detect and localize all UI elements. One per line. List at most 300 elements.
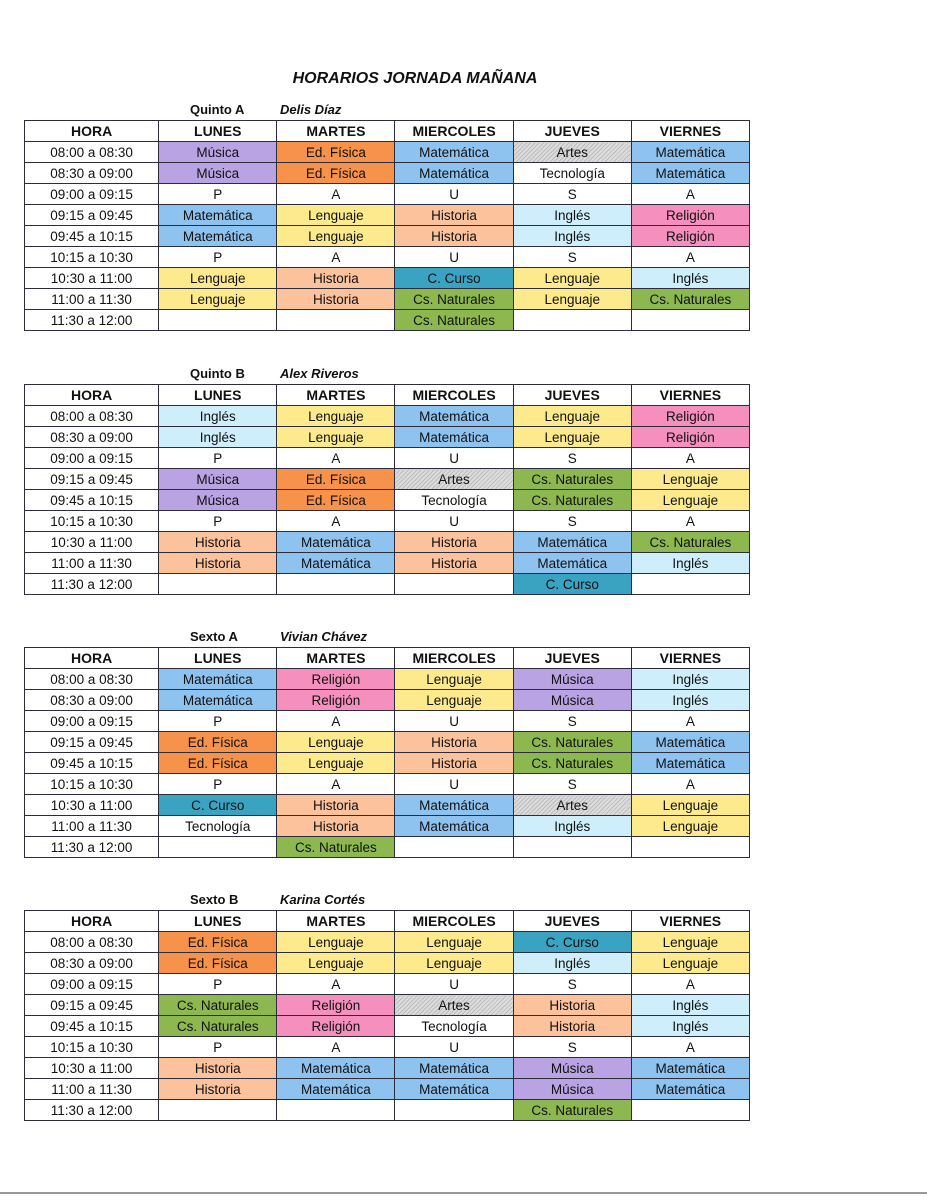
header-row (25, 911, 750, 932)
subject-cell (513, 837, 631, 858)
subject-cell: Lenguaje (631, 795, 749, 816)
table-row (25, 974, 750, 995)
time-cell: 08:00 a 08:30 (25, 142, 159, 163)
subject-cell (277, 574, 395, 595)
column-header: JUEVES (513, 911, 631, 932)
column-header: MARTES (277, 911, 395, 932)
subject-cell: Artes (513, 795, 631, 816)
table-row (25, 310, 750, 331)
subject-cell: Música (513, 1079, 631, 1100)
grade-label: Sexto A (190, 629, 238, 644)
time-cell: 11:00 a 11:30 (25, 816, 159, 837)
subject-cell: Historia (513, 995, 631, 1016)
table-row (25, 1100, 750, 1121)
subject-cell: A (631, 184, 749, 205)
column-header: HORA (25, 385, 159, 406)
subject-cell: Matemática (277, 1058, 395, 1079)
subject-cell: Cs. Naturales (513, 1100, 631, 1121)
subject-cell: Lenguaje (631, 816, 749, 837)
subject-cell: Historia (159, 532, 277, 553)
subject-cell: S (513, 247, 631, 268)
subject-cell: Lenguaje (159, 289, 277, 310)
subject-cell: U (395, 184, 513, 205)
table-row (25, 837, 750, 858)
subject-cell: A (277, 1037, 395, 1058)
subject-cell: Ed. Física (277, 469, 395, 490)
column-header: LUNES (159, 648, 277, 669)
subject-cell: Historia (513, 1016, 631, 1037)
subject-cell: Historia (395, 553, 513, 574)
column-header: MIERCOLES (395, 121, 513, 142)
subject-cell: Matemática (631, 163, 749, 184)
column-header: MARTES (277, 648, 395, 669)
column-header: MIERCOLES (395, 648, 513, 669)
schedule-block-sexto-b (24, 892, 750, 1121)
subject-cell: Lenguaje (395, 953, 513, 974)
header-row (25, 648, 750, 669)
time-cell: 11:00 a 11:30 (25, 1079, 159, 1100)
subject-cell: Historia (395, 753, 513, 774)
column-header: MARTES (277, 385, 395, 406)
subject-cell: P (159, 1037, 277, 1058)
table-row (25, 406, 750, 427)
subject-cell: Lenguaje (395, 690, 513, 711)
time-cell: 09:00 a 09:15 (25, 974, 159, 995)
column-header: LUNES (159, 121, 277, 142)
teacher-name: Vivian Chávez (280, 629, 367, 644)
header-row (25, 385, 750, 406)
subject-cell: Lenguaje (513, 406, 631, 427)
time-cell: 11:30 a 12:00 (25, 837, 159, 858)
table-row (25, 732, 750, 753)
subject-cell: P (159, 511, 277, 532)
subject-cell: A (277, 974, 395, 995)
subject-cell: Música (159, 490, 277, 511)
table-row (25, 532, 750, 553)
subject-cell: Tecnología (395, 1016, 513, 1037)
subject-cell (395, 1100, 513, 1121)
subject-cell: Música (513, 690, 631, 711)
subject-cell: Matemática (513, 553, 631, 574)
subject-cell: Lenguaje (631, 490, 749, 511)
subject-cell: Lenguaje (513, 427, 631, 448)
subject-cell: A (631, 448, 749, 469)
subject-cell: Matemática (395, 142, 513, 163)
subject-cell: A (631, 247, 749, 268)
subject-cell: Matemática (631, 1079, 749, 1100)
time-cell: 09:15 a 09:45 (25, 469, 159, 490)
table-row (25, 142, 750, 163)
subject-cell: S (513, 1037, 631, 1058)
schedule-header (24, 102, 750, 120)
column-header: HORA (25, 911, 159, 932)
subject-cell: Cs. Naturales (277, 837, 395, 858)
time-cell: 08:00 a 08:30 (25, 406, 159, 427)
time-cell: 10:15 a 10:30 (25, 1037, 159, 1058)
subject-cell: U (395, 711, 513, 732)
subject-cell: Matemática (395, 163, 513, 184)
subject-cell: A (277, 511, 395, 532)
subject-cell: Cs. Naturales (631, 289, 749, 310)
subject-cell: Lenguaje (159, 268, 277, 289)
subject-cell: Tecnología (159, 816, 277, 837)
schedule-table (24, 647, 750, 858)
column-header: MARTES (277, 121, 395, 142)
table-row (25, 1016, 750, 1037)
subject-cell: Lenguaje (395, 932, 513, 953)
table-row (25, 163, 750, 184)
subject-cell: Cs. Naturales (395, 289, 513, 310)
time-cell: 08:30 a 09:00 (25, 953, 159, 974)
subject-cell: A (277, 774, 395, 795)
schedule-header (24, 629, 750, 647)
subject-cell: U (395, 774, 513, 795)
time-cell: 10:15 a 10:30 (25, 774, 159, 795)
time-cell: 09:45 a 10:15 (25, 226, 159, 247)
subject-cell: Lenguaje (277, 406, 395, 427)
subject-cell: Inglés (513, 205, 631, 226)
subject-cell (631, 574, 749, 595)
subject-cell: P (159, 247, 277, 268)
column-header: MIERCOLES (395, 385, 513, 406)
subject-cell: A (631, 1037, 749, 1058)
subject-cell: Cs. Naturales (631, 532, 749, 553)
subject-cell: Matemática (513, 532, 631, 553)
subject-cell: P (159, 184, 277, 205)
grade-label: Quinto B (190, 366, 245, 381)
table-row (25, 553, 750, 574)
subject-cell: Matemática (631, 1058, 749, 1079)
subject-cell: C. Curso (159, 795, 277, 816)
subject-cell: Inglés (631, 995, 749, 1016)
schedule-table (24, 910, 750, 1121)
time-cell: 09:00 a 09:15 (25, 448, 159, 469)
subject-cell: Matemática (395, 427, 513, 448)
table-row (25, 1037, 750, 1058)
subject-cell (395, 574, 513, 595)
subject-cell: Ed. Física (159, 732, 277, 753)
subject-cell (631, 310, 749, 331)
time-cell: 08:00 a 08:30 (25, 932, 159, 953)
subject-cell: A (631, 974, 749, 995)
subject-cell: Lenguaje (513, 268, 631, 289)
subject-cell: Matemática (159, 205, 277, 226)
column-header: JUEVES (513, 121, 631, 142)
table-row (25, 1079, 750, 1100)
subject-cell: Lenguaje (631, 932, 749, 953)
subject-cell: Historia (395, 532, 513, 553)
table-row (25, 932, 750, 953)
subject-cell: Lenguaje (631, 469, 749, 490)
subject-cell: Cs. Naturales (159, 1016, 277, 1037)
time-cell: 11:30 a 12:00 (25, 1100, 159, 1121)
subject-cell: Artes (513, 142, 631, 163)
column-header: VIERNES (631, 385, 749, 406)
table-row (25, 469, 750, 490)
subject-cell: A (277, 247, 395, 268)
time-cell: 10:15 a 10:30 (25, 247, 159, 268)
table-row (25, 669, 750, 690)
subject-cell: Historia (277, 816, 395, 837)
subject-cell: Historia (159, 1058, 277, 1079)
time-cell: 09:00 a 09:15 (25, 711, 159, 732)
table-row (25, 490, 750, 511)
schedule-block-quinto-b (24, 366, 750, 595)
table-row (25, 753, 750, 774)
table-row (25, 690, 750, 711)
subject-cell: A (631, 774, 749, 795)
subject-cell: P (159, 974, 277, 995)
subject-cell: Lenguaje (395, 669, 513, 690)
column-header: HORA (25, 121, 159, 142)
subject-cell: Inglés (631, 1016, 749, 1037)
subject-cell (159, 310, 277, 331)
subject-cell: U (395, 974, 513, 995)
subject-cell: A (631, 711, 749, 732)
subject-cell: A (631, 511, 749, 532)
column-header: LUNES (159, 911, 277, 932)
column-header: LUNES (159, 385, 277, 406)
column-header: VIERNES (631, 911, 749, 932)
subject-cell: Historia (277, 268, 395, 289)
subject-cell: Artes (395, 469, 513, 490)
time-cell: 10:30 a 11:00 (25, 795, 159, 816)
table-row (25, 995, 750, 1016)
subject-cell: S (513, 184, 631, 205)
table-row (25, 247, 750, 268)
subject-cell: Lenguaje (631, 953, 749, 974)
subject-cell (159, 837, 277, 858)
subject-cell: P (159, 711, 277, 732)
subject-cell: Ed. Física (159, 753, 277, 774)
table-row (25, 205, 750, 226)
schedule-table (24, 384, 750, 595)
column-header: VIERNES (631, 121, 749, 142)
subject-cell: A (277, 448, 395, 469)
subject-cell: Religión (277, 1016, 395, 1037)
subject-cell: Inglés (513, 816, 631, 837)
subject-cell (395, 837, 513, 858)
time-cell: 09:15 a 09:45 (25, 732, 159, 753)
subject-cell: Historia (277, 795, 395, 816)
subject-cell: Cs. Naturales (513, 490, 631, 511)
time-cell: 10:15 a 10:30 (25, 511, 159, 532)
subject-cell (277, 1100, 395, 1121)
subject-cell: Matemática (159, 669, 277, 690)
subject-cell: Lenguaje (277, 205, 395, 226)
time-cell: 11:30 a 12:00 (25, 574, 159, 595)
subject-cell: Lenguaje (277, 732, 395, 753)
time-cell: 08:00 a 08:30 (25, 669, 159, 690)
subject-cell: Historia (159, 1079, 277, 1100)
teacher-name: Delis Díaz (280, 102, 342, 117)
grade-label: Quinto A (190, 102, 245, 117)
subject-cell: Inglés (159, 406, 277, 427)
subject-cell: U (395, 448, 513, 469)
subject-cell: S (513, 974, 631, 995)
page-edge-line (0, 1192, 927, 1194)
subject-cell: Inglés (631, 268, 749, 289)
subject-cell: Matemática (395, 1058, 513, 1079)
column-header: JUEVES (513, 648, 631, 669)
subject-cell: Religión (277, 995, 395, 1016)
table-row (25, 226, 750, 247)
subject-cell: Religión (631, 406, 749, 427)
time-cell: 08:30 a 09:00 (25, 427, 159, 448)
teacher-name: Karina Cortés (280, 892, 366, 907)
subject-cell: Religión (631, 205, 749, 226)
subject-cell: Tecnología (395, 490, 513, 511)
subject-cell: Tecnología (513, 163, 631, 184)
subject-cell: Matemática (395, 795, 513, 816)
subject-cell: Música (513, 1058, 631, 1079)
grade-label: Sexto B (190, 892, 239, 907)
column-header: HORA (25, 648, 159, 669)
subject-cell: Matemática (395, 816, 513, 837)
subject-cell: Matemática (277, 553, 395, 574)
time-cell: 09:45 a 10:15 (25, 490, 159, 511)
time-cell: 11:00 a 11:30 (25, 553, 159, 574)
subject-cell: Música (159, 163, 277, 184)
subject-cell: Religión (277, 669, 395, 690)
subject-cell: Matemática (159, 226, 277, 247)
table-row (25, 511, 750, 532)
subject-cell (159, 574, 277, 595)
time-cell: 09:15 a 09:45 (25, 205, 159, 226)
table-row (25, 953, 750, 974)
subject-cell: Religión (631, 226, 749, 247)
subject-cell: Inglés (631, 669, 749, 690)
subject-cell: Inglés (513, 226, 631, 247)
subject-cell: S (513, 448, 631, 469)
table-row (25, 574, 750, 595)
subject-cell: U (395, 1037, 513, 1058)
subject-cell: Matemática (277, 532, 395, 553)
subject-cell (159, 1100, 277, 1121)
subject-cell: Cs. Naturales (159, 995, 277, 1016)
table-row (25, 774, 750, 795)
subject-cell: Historia (395, 205, 513, 226)
subject-cell: Lenguaje (277, 753, 395, 774)
subject-cell: Música (159, 142, 277, 163)
subject-cell: Lenguaje (277, 953, 395, 974)
subject-cell: Ed. Física (159, 953, 277, 974)
subject-cell: C. Curso (513, 932, 631, 953)
subject-cell (631, 837, 749, 858)
subject-cell: Ed. Física (159, 932, 277, 953)
subject-cell: C. Curso (395, 268, 513, 289)
subject-cell: Inglés (631, 690, 749, 711)
subject-cell: Ed. Física (277, 142, 395, 163)
table-row (25, 184, 750, 205)
subject-cell: Matemática (631, 753, 749, 774)
subject-cell: S (513, 511, 631, 532)
subject-cell: Artes (395, 995, 513, 1016)
table-row (25, 1058, 750, 1079)
subject-cell: Inglés (513, 953, 631, 974)
subject-cell: Matemática (631, 732, 749, 753)
subject-cell: Cs. Naturales (513, 732, 631, 753)
table-row (25, 816, 750, 837)
subject-cell: P (159, 774, 277, 795)
time-cell: 08:30 a 09:00 (25, 163, 159, 184)
time-cell: 10:30 a 11:00 (25, 268, 159, 289)
subject-cell: Lenguaje (513, 289, 631, 310)
time-cell: 08:30 a 09:00 (25, 690, 159, 711)
time-cell: 11:30 a 12:00 (25, 310, 159, 331)
subject-cell: Religión (631, 427, 749, 448)
table-row (25, 268, 750, 289)
time-cell: 09:45 a 10:15 (25, 753, 159, 774)
column-header: JUEVES (513, 385, 631, 406)
header-row (25, 121, 750, 142)
subject-cell: U (395, 511, 513, 532)
table-row (25, 711, 750, 732)
subject-cell: P (159, 448, 277, 469)
subject-cell: S (513, 711, 631, 732)
subject-cell: Historia (159, 553, 277, 574)
page-title: HORARIOS JORNADA MAÑANA (292, 70, 538, 87)
teacher-name: Alex Riveros (280, 366, 359, 381)
subject-cell: Lenguaje (277, 932, 395, 953)
subject-cell: Cs. Naturales (513, 753, 631, 774)
schedule-block-quinto-a (24, 102, 750, 331)
table-row (25, 289, 750, 310)
subject-cell: Historia (277, 289, 395, 310)
subject-cell: Música (159, 469, 277, 490)
subject-cell: Cs. Naturales (395, 310, 513, 331)
subject-cell: A (277, 184, 395, 205)
schedule-table (24, 120, 750, 331)
schedule-block-sexto-a (24, 629, 750, 858)
table-row (25, 448, 750, 469)
subject-cell: Ed. Física (277, 163, 395, 184)
subject-cell: Matemática (395, 1079, 513, 1100)
column-header: VIERNES (631, 648, 749, 669)
subject-cell: Religión (277, 690, 395, 711)
subject-cell: Música (513, 669, 631, 690)
subject-cell: Historia (395, 226, 513, 247)
time-cell: 10:30 a 11:00 (25, 532, 159, 553)
subject-cell: Ed. Física (277, 490, 395, 511)
subject-cell: Matemática (631, 142, 749, 163)
subject-cell: Historia (395, 732, 513, 753)
subject-cell (277, 310, 395, 331)
subject-cell (513, 310, 631, 331)
time-cell: 09:15 a 09:45 (25, 995, 159, 1016)
subject-cell (631, 1100, 749, 1121)
subject-cell: Matemática (159, 690, 277, 711)
table-row (25, 795, 750, 816)
time-cell: 09:45 a 10:15 (25, 1016, 159, 1037)
time-cell: 11:00 a 11:30 (25, 289, 159, 310)
subject-cell: U (395, 247, 513, 268)
subject-cell: A (277, 711, 395, 732)
subject-cell: Inglés (159, 427, 277, 448)
subject-cell: Inglés (631, 553, 749, 574)
schedule-header (24, 892, 750, 910)
subject-cell: Matemática (277, 1079, 395, 1100)
schedule-header (24, 366, 750, 384)
column-header: MIERCOLES (395, 911, 513, 932)
table-row (25, 427, 750, 448)
subject-cell: Cs. Naturales (513, 469, 631, 490)
subject-cell: Lenguaje (277, 427, 395, 448)
subject-cell: S (513, 774, 631, 795)
time-cell: 10:30 a 11:00 (25, 1058, 159, 1079)
subject-cell: Matemática (395, 406, 513, 427)
subject-cell: Lenguaje (277, 226, 395, 247)
